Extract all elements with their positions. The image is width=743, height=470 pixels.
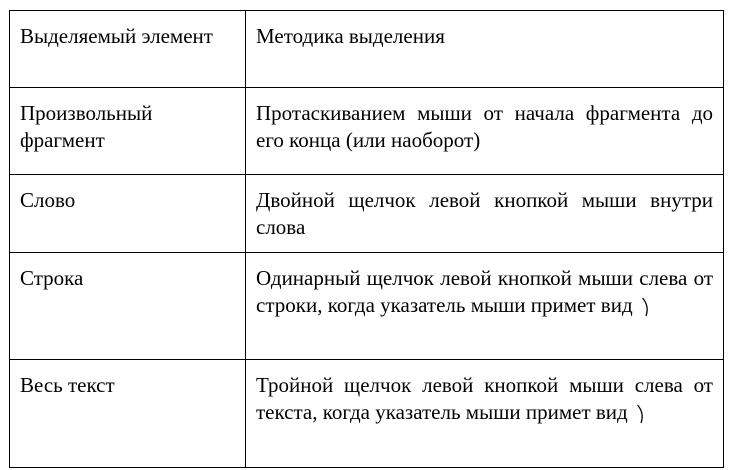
header-element-cell: Выделяемый элемент bbox=[10, 11, 246, 88]
method-cell: Двойной щелчок левой кнопкой мыши внутри слова bbox=[246, 175, 724, 253]
table-row bbox=[10, 253, 724, 360]
header-method-cell: Методика выделения bbox=[246, 11, 724, 88]
right-arrow-cursor-icon bbox=[641, 297, 651, 317]
method-text: Одинарный щелчок левой кнопкой мыши слева от строки, когда указатель мыши примет вид bbox=[256, 266, 713, 317]
table-row bbox=[10, 360, 724, 468]
table-header-row bbox=[10, 11, 724, 88]
element-cell: Весь текст bbox=[10, 360, 246, 468]
method-cell bbox=[246, 253, 724, 360]
method-cell: Протаскиванием мыши от начала фрагмента до его конца (или наоборот) bbox=[246, 88, 724, 175]
element-cell: Слово bbox=[10, 175, 246, 253]
table-row bbox=[10, 175, 724, 253]
selection-methods-table bbox=[9, 10, 724, 468]
right-arrow-cursor-icon bbox=[636, 404, 646, 424]
method-cell bbox=[246, 360, 724, 468]
table-row bbox=[10, 88, 724, 175]
element-cell: Произвольный фрагмент bbox=[10, 88, 246, 175]
element-cell: Строка bbox=[10, 253, 246, 360]
method-text: Тройной щелчок левой кнопкой мыши слева от текста, когда указатель мыши примет вид bbox=[256, 373, 713, 424]
